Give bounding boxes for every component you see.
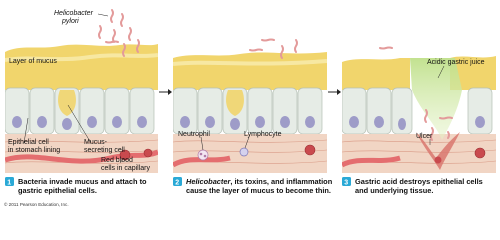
caption-3-line-1: Gastric acid destroys epithelial cells [355,177,483,186]
copyright-notice: © 2011 Pearson Education, Inc. [4,202,69,207]
label-layer-of-mucus: Layer of mucus [9,58,57,65]
caption-2-italic: Helicobacter [186,177,231,186]
caption-1-line-1: Bacteria invade mucus and attach to [18,177,147,186]
arrow-1-to-2 [159,89,172,95]
label-secreting-cell: secreting cell [84,147,125,154]
step-number-2: 2 [175,179,180,187]
label-red-blood: Red blood [101,157,133,164]
caption-2-line-1 [186,177,333,186]
label-mucus: Mucus- [84,139,107,146]
neutrophil-cell [198,150,208,160]
step-number-3: 3 [344,179,349,187]
step-number-1: 1 [7,179,12,187]
mucus-layer [5,44,158,90]
arrow-2-to-3 [328,89,341,95]
caption-2 [173,177,333,195]
label-pylori: pylori [62,18,79,25]
caption-3-line-2: and underlying tissue. [355,186,434,195]
label-ulcer: Ulcer [416,133,433,140]
label-stomach-lining: in stomach lining [8,147,61,154]
panel-3 [342,3,496,173]
connective-tissue [173,134,327,173]
label-acidic-gastric-juice: Acidic gastric juice [427,59,485,66]
caption-2-rest: , its toxins, and inflammation [230,177,333,186]
caption-2-line-2: cause the layer of mucus to become thin. [186,186,331,195]
panel-2 [173,3,327,173]
label-epithelial-cell: Epithelial cell [8,139,49,146]
caption-3 [342,177,483,195]
label-lymphocyte: Lymphocyte [244,131,282,138]
mucus-layer-thin [173,52,327,90]
caption-1 [5,177,147,195]
label-neutrophil: Neutrophil [178,131,210,138]
caption-1-line-2: gastric epithelial cells. [18,186,97,195]
lymphocyte-cell [240,148,248,156]
label-helicobacter: Helicobacter [54,10,93,17]
label-cells-in-capillary: cells in capillary [101,165,151,172]
